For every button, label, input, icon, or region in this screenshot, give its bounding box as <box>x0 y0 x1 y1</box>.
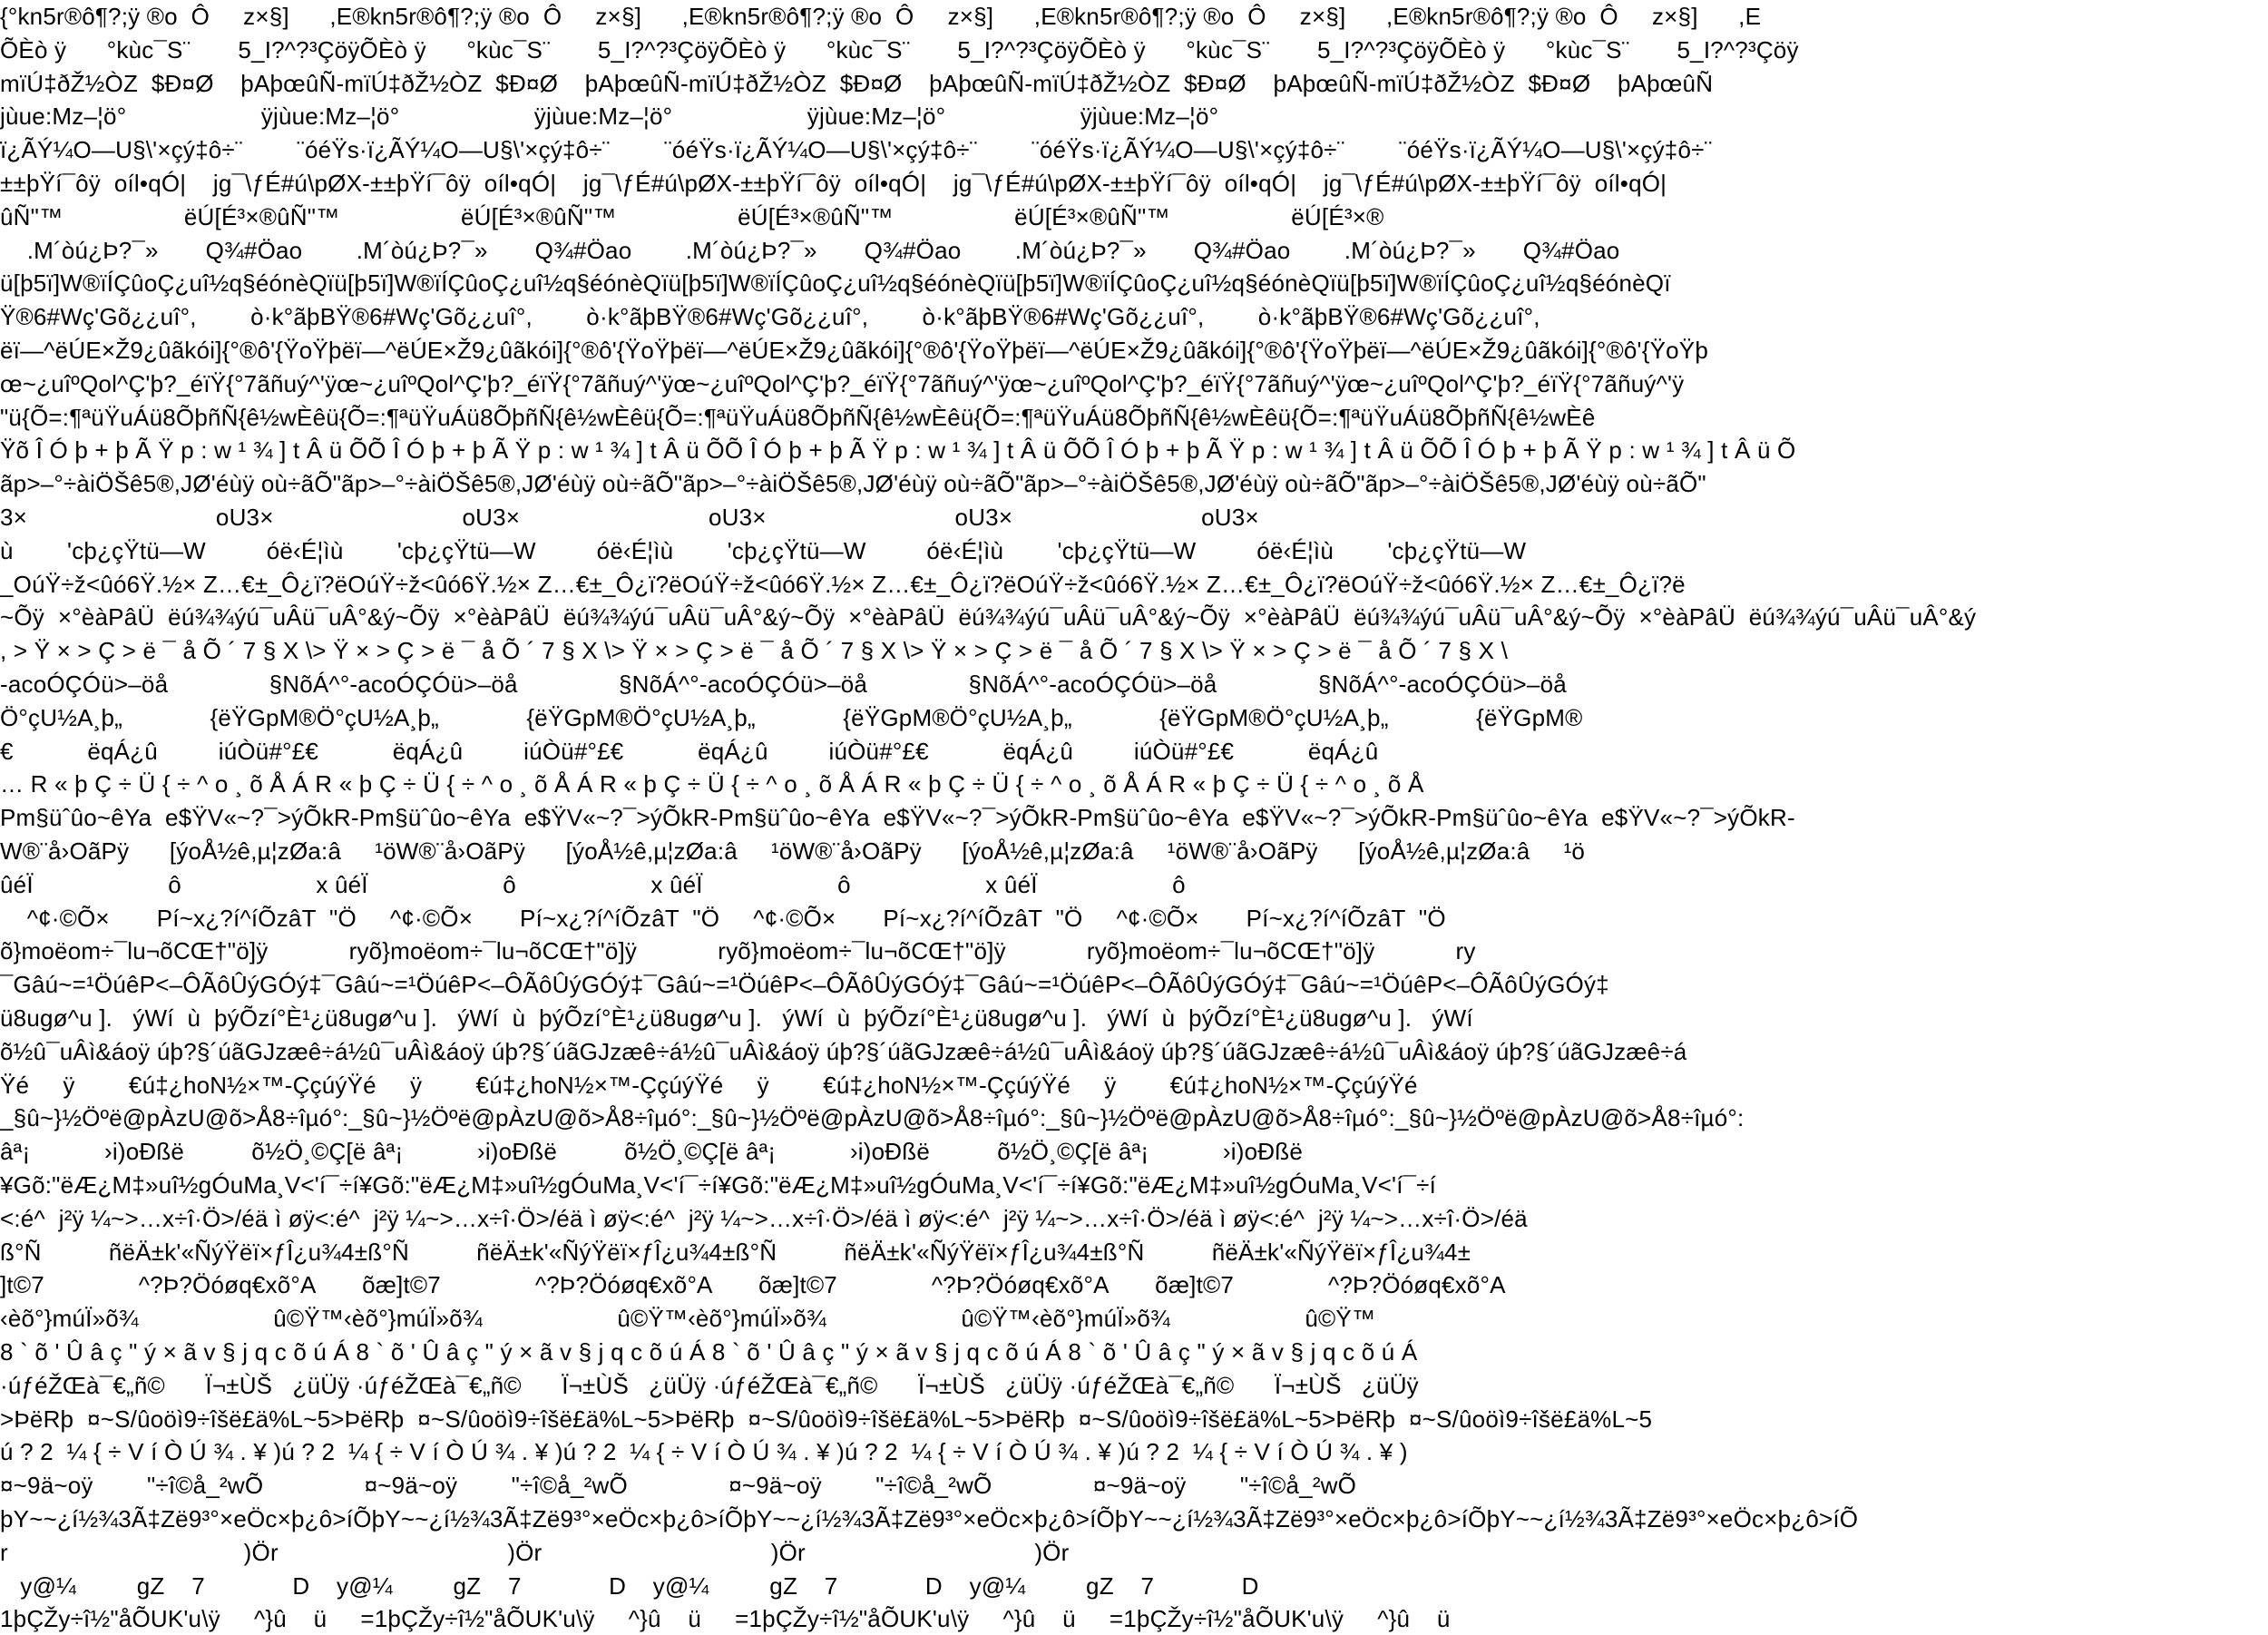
garbled-text-line: ãp>–°÷àiÖŠê5®,JØ'éùÿ où÷ãÕ"ãp>–°÷àiÖŠê5®,JØ'éùÿ où÷ãÕ"ãp>–°÷àiÖŠê5®,JØ'éùÿ où÷ãÕ"ãp>–°÷àiÖŠê5®,JØ'éùÿ où÷ãÕ"ãp>–°÷àiÖŠê5®,JØ'éùÿ où÷ãÕ" <box>0 470 1706 497</box>
garbled-text-line: ~Õÿ ×°èàPâÜ ëú¾¾ýú¯uÂü¯uÂ°&ý~Õÿ ×°èàPâÜ ëú¾¾ýú¯uÂü¯uÂ°&ý~Õÿ ×°èàPâÜ ëú¾¾ýú¯uÂü¯uÂ°&ý~Õÿ ×°èàPâÜ ëú¾¾ýú¯uÂü¯uÂ°&ý~Õÿ ×°èàPâÜ ëú¾¾ýú¯uÂü¯uÂ°&ý <box>0 603 1977 631</box>
garbled-text-line: € ëqÁ¿û iúÒü#°£€ ëqÁ¿û iúÒü#°£€ ëqÁ¿û iúÒü#°£€ ëqÁ¿û iúÒü#°£€ ëqÁ¿û <box>0 738 1379 765</box>
garbled-text-line: âª¡ ›i)oÐßë õ½Ö¸©Ç[ë âª¡ ›i)oÐßë õ½Ö¸©Ç[ë âª¡ ›i)oÐßë õ½Ö¸©Ç[ë âª¡ ›i)oÐßë <box>0 1138 1303 1165</box>
garbled-text-line: W®¨å›OãPÿ [ýoÅ½ê,µ¦zØa:â ¹öW®¨å›OãPÿ [ýoÅ½ê,µ¦zØa:â ¹öW®¨å›OãPÿ [ýoÅ½ê,µ¦zØa:â ¹öW®¨å›OãPÿ [ýoÅ½ê,µ¦zØa:â ¹ö <box>0 837 1586 865</box>
garbled-text-line: .M´òú¿Þ?¯» Q¾#Öao .M´òú¿Þ?¯» Q¾#Öao .M´òú¿Þ?¯» Q¾#Öao .M´òú¿Þ?¯» Q¾#Öao .M´òú¿Þ?¯» Q¾#Öao <box>0 237 1620 264</box>
garbled-text-line: ûÑ"™ ëÚ[É³×®ûÑ"™ ëÚ[É³×®ûÑ"™ ëÚ[É³×®ûÑ"™ ëÚ[É³×®ûÑ"™ ëÚ[É³×® <box>0 203 1384 230</box>
garbled-text-line: Pm§üˆûo~êYa e$ŸV«~?¯>ýÕkR-Pm§üˆûo~êYa e$ŸV«~?¯>ýÕkR-Pm§üˆûo~êYa e$ŸV«~?¯>ýÕkR-Pm§üˆûo~êYa e$ŸV«~?¯>ýÕkR-Pm§üˆûo~êYa e$ŸV«~?¯>ýÕkR- <box>0 804 1795 831</box>
garbled-text-line: ú ? 2 ¼ { ÷ V í Ò Ú ¾ . ¥ )ú ? 2 ¼ { ÷ V í Ò Ú ¾ . ¥ )ú ? 2 ¼ { ÷ V í Ò Ú ¾ . ¥ )ú ? 2 ¼ { ÷ V í Ò Ú ¾ . ¥ )ú ? 2 ¼ { ÷ V í Ò Ú ¾ . ¥ ) <box>0 1438 1408 1465</box>
garbled-text-line: ^¢·©Õ× Pí~x¿?í^íÕzâT "Ö ^¢·©Õ× Pí~x¿?í^íÕzâT "Ö ^¢·©Õ× Pí~x¿?í^íÕzâT "Ö ^¢·©Õ× Pí~x¿?í^íÕzâT "Ö <box>0 905 1446 932</box>
garbled-text-line: 8 ` õ ' Û â ç " ý × ã v § j q c õ ú Á 8 ` õ ' Û â ç " ý × ã v § j q c õ ú Á 8 ` õ ' Û â ç " ý × ã v § j q c õ ú Á 8 ` õ ' Û â ç " ý × ã v § j q c õ ú Á <box>0 1338 1418 1366</box>
garbled-text-line: y@¼ gZ 7 D y@¼ gZ 7 D y@¼ gZ 7 D y@¼ gZ 7 D <box>0 1572 1259 1600</box>
garbled-text-line: jùue:Mz–¦ö° ÿjùue:Mz–¦ö° ÿjùue:Mz–¦ö° ÿjùue:Mz–¦ö° ÿjùue:Mz–¦ö° <box>0 103 1219 130</box>
garbled-text-line: , > Ÿ × > Ç > ë ¯ å Õ ´ 7 § X \> Ÿ × > Ç > ë ¯ å Õ ´ 7 § X \> Ÿ × > Ç > ë ¯ å Õ ´ 7 § X \> Ÿ × > Ç > ë ¯ å Õ ´ 7 § X \> Ÿ × > Ç > ë ¯ å Õ ´ 7 § X \ <box>0 637 1508 664</box>
garbled-text-line: <:é^ j²ÿ ¼~>…x÷î·Ö>/éä ì øÿ<:é^ j²ÿ ¼~>…x÷î·Ö>/éä ì øÿ<:é^ j²ÿ ¼~>…x÷î·Ö>/éä ì øÿ<:é^ j²ÿ ¼~>…x÷î·Ö>/éä ì øÿ<:é^ j²ÿ ¼~>…x÷î·Ö>/éä <box>0 1205 1528 1232</box>
garbled-text-line: ß°Ñ ñëÄ±k'«ÑýŸëï×ƒÎ¿u¾4±ß°Ñ ñëÄ±k'«ÑýŸëï×ƒÎ¿u¾4±ß°Ñ ñëÄ±k'«ÑýŸëï×ƒÎ¿u¾4±ß°Ñ ñëÄ±k'«ÑýŸëï×ƒÎ¿u¾4± <box>0 1238 1471 1266</box>
garbled-text-line: … R « þ Ç ÷ Ü { ÷ ^ o ¸ õ Å Á R « þ Ç ÷ Ü { ÷ ^ o ¸ õ Å Á R « þ Ç ÷ Ü { ÷ ^ o ¸ õ Å Á R « þ Ç ÷ Ü { ÷ ^ o ¸ õ Å Á R « þ Ç ÷ Ü { ÷ ^ o ¸ õ Å <box>0 770 1424 798</box>
garbled-text-line: ¥Gõ:"ëÆ¿M‡»uî½gÓuMa¸V<'í¯÷í¥Gõ:"ëÆ¿M‡»uî½gÓuMa¸V<'í¯÷í¥Gõ:"ëÆ¿M‡»uî½gÓuMa¸V<'í¯÷í¥Gõ:"ëÆ¿M‡»uî½gÓuMa¸V<'í¯÷í <box>0 1171 1437 1199</box>
garbled-text-line: ÕÈò ÿ °kùc¯S¨ 5_I?^?³ÇöÿÕÈò ÿ °kùc¯S¨ 5_I?^?³ÇöÿÕÈò ÿ °kùc¯S¨ 5_I?^?³ÇöÿÕÈò ÿ °kùc¯S¨ 5_I?^?³ÇöÿÕÈò ÿ °kùc¯S¨ 5_I?^?³Çöÿ <box>0 36 1799 64</box>
garbled-text-line: ‹èõ°}múÏ»õ¾ û©Ÿ™‹èõ°}múÏ»õ¾ û©Ÿ™‹èõ°}múÏ»õ¾ û©Ÿ™‹èõ°}múÏ»õ¾ û©Ÿ™ <box>0 1305 1376 1332</box>
garbled-text-line: ±±þŸí¯ôÿ oíl•qÓ| jg¯\ƒÉ#ú\pØX-±±þŸí¯ôÿ oíl•qÓ| jg¯\ƒÉ#ú\pØX-±±þŸí¯ôÿ oíl•qÓ| jg¯\ƒÉ#ú\pØX-±±þŸí¯ôÿ oíl•qÓ| jg¯\ƒÉ#ú\pØX-±±þŸí¯ôÿ oíl•qÓ| <box>0 170 1667 197</box>
garbled-text-line: >ÞëRþ ¤~S/ûoöì9÷îšë£ä%L~5>ÞëRþ ¤~S/ûoöì9÷îšë£ä%L~5>ÞëRþ ¤~S/ûoöì9÷îšë£ä%L~5>ÞëRþ ¤~S/ûoöì9÷îšë£ä%L~5>ÞëRþ ¤~S/ûoöì9÷îšë£ä%L~5 <box>0 1405 1653 1433</box>
garbled-text-line: ûéÏ ô x ûéÏ ô x ûéÏ ô x ûéÏ ô <box>0 871 1186 898</box>
garbled-text-line: ü8ugø^u ]. ýWí ù þýÕzí°È¹¿ü8ugø^u ]. ýWí ù þýÕzí°È¹¿ü8ugø^u ]. ýWí ù þýÕzí°È¹¿ü8ugø^u ]. ýWí ù þýÕzí°È¹¿ü8ugø^u ]. ýWí <box>0 1004 1473 1032</box>
garbled-text-line: Ÿé ÿ €ú‡¿hoN½×™-ÇçúýŸé ÿ €ú‡¿hoN½×™-ÇçúýŸé ÿ €ú‡¿hoN½×™-ÇçúýŸé ÿ €ú‡¿hoN½×™-ÇçúýŸé <box>0 1072 1418 1099</box>
garbled-text-line: Ÿ®6#Wç'Gõ¿¿uî°, ò·k°ãþBŸ®6#Wç'Gõ¿¿uî°, ò·k°ãþBŸ®6#Wç'Gõ¿¿uî°, ò·k°ãþBŸ®6#Wç'Gõ¿¿uî°, ò·k°ãþBŸ®6#Wç'Gõ¿¿uî°, <box>0 303 1540 330</box>
garbled-text-line: r )Ör )Ör )Ör )Ör <box>0 1539 1070 1566</box>
garbled-text-line: "ü{Õ=:¶ªüŸuÁü8ÕþñÑ{ê½wÈêü{Õ=:¶ªüŸuÁü8ÕþñÑ{ê½wÈêü{Õ=:¶ªüŸuÁü8ÕþñÑ{ê½wÈêü{Õ=:¶ªüŸuÁü8ÕþñÑ{ê½wÈêü{Õ=:¶ªüŸuÁü8ÕþñÑ{ê½wÈê <box>0 404 1596 431</box>
garbled-text-line: õ½û¯uÂì&áoÿ úþ?§´úãGJzæê÷á½û¯uÂì&áoÿ úþ?§´úãGJzæê÷á½û¯uÂì&áoÿ úþ?§´úãGJzæê÷á½û¯uÂì&áoÿ úþ?§´úãGJzæê÷á½û¯uÂì&áoÿ úþ?§´úãGJzæê÷á <box>0 1038 1687 1065</box>
garbled-text-line: _OúŸ÷ž<ûó6Ÿ.½× Z…€±_Ô¿ï?ëOúŸ÷ž<ûó6Ÿ.½× Z…€±_Ô¿ï?ëOúŸ÷ž<ûó6Ÿ.½× Z…€±_Ô¿ï?ëOúŸ÷ž<ûó6Ÿ.½× Z…€±_Ô¿ï?ëOúŸ÷ž<ûó6Ÿ.½× Z…€±_Ô¿ï?ë <box>0 571 1686 598</box>
garbled-text-line: ¯Gâú~=¹ÖúêP<–ÔÃôÛýGÓý‡¯Gâú~=¹ÖúêP<–ÔÃôÛýGÓý‡¯Gâú~=¹ÖúêP<–ÔÃôÛýGÓý‡¯Gâú~=¹ÖúêP<–ÔÃôÛýGÓý‡¯Gâú~=¹ÖúêP<–ÔÃôÛýGÓý‡ <box>0 971 1609 998</box>
garbled-text-line: Ö°çU½A¸þ„ {ëŸGpM®Ö°çU½A¸þ„ {ëŸGpM®Ö°çU½A¸þ„ {ëŸGpM®Ö°çU½A¸þ„ {ëŸGpM®Ö°çU½A¸þ„ {ëŸGpM® <box>0 704 1583 731</box>
garbled-text-line: õ}moëom÷¯lu¬õCŒ†"ö]ÿ ryõ}moëom÷¯lu¬õCŒ†"ö]ÿ ryõ}moëom÷¯lu¬õCŒ†"ö]ÿ ryõ}moëom÷¯lu¬õCŒ†"ö]ÿ ry <box>0 937 1476 964</box>
garbled-text-line: mïÚ‡ðŽ½ÒZ $Ð¤Ø þAþœûÑ-mïÚ‡ðŽ½ÒZ $Ð¤Ø þAþœûÑ-mïÚ‡ðŽ½ÒZ $Ð¤Ø þAþœûÑ-mïÚ‡ðŽ½ÒZ $Ð¤Ø þAþœûÑ-mïÚ‡ðŽ½ÒZ $Ð¤Ø þAþœûÑ <box>0 70 1714 97</box>
garbled-text-line: þY~~¿í½¾3Ã‡Zë9³°×eÖc×þ¿ô>íÕþY~~¿í½¾3Ã‡Zë9³°×eÖc×þ¿ô>íÕþY~~¿í½¾3Ã‡Zë9³°×eÖc×þ¿ô>íÕþY~~¿í½¾3Ã‡Zë9³°×eÖc×þ¿ô>íÕþY~~¿í½¾3Ã‡Zë9³°×eÖc×þ¿ô>íÕ <box>0 1505 1859 1532</box>
garbled-text-line: œ~¿uîºQol^Ç'þ?_éïŸ{°7ãñuý^'ÿœ~¿uîºQol^Ç'þ?_éïŸ{°7ãñuý^'ÿœ~¿uîºQol^Ç'þ?_éïŸ{°7ãñuý^'ÿœ~¿uîºQol^Ç'þ?_éïŸ{°7ãñuý^'ÿœ~¿uîºQol^Ç'þ?_éïŸ{°7ãñuý^'ÿ <box>0 370 1685 397</box>
garbled-text-line: ï¿ÃÝ¼O—U§\'×çý‡ô÷¨ ¨óéŸs·ï¿ÃÝ¼O—U§\'×çý‡ô÷¨ ¨óéŸs·ï¿ÃÝ¼O—U§\'×çý‡ô÷¨ ¨óéŸs·ï¿ÃÝ¼O—U§\'×çý‡ô÷¨ ¨óéŸs·ï¿ÃÝ¼O—U§\'×çý‡ô÷¨ <box>0 136 1713 163</box>
garbled-text-line: ü[þ5ï]W®ïÍÇûoÇ¿uî½q§éónèQïü[þ5ï]W®ïÍÇûoÇ¿uî½q§éónèQïü[þ5ï]W®ïÍÇûoÇ¿uî½q§éónèQïü[þ5ï]W®ïÍÇûoÇ¿uî½q§éónèQïü[þ5ï]W®ïÍÇûoÇ¿uî½q§éónèQï <box>0 269 1671 297</box>
garbled-text-line: 3× oU3× oU3× oU3× oU3× oU3× <box>0 504 1259 531</box>
garbled-text-line: ëï—^ëÚE×Ž9¿ûãkói]{°®ô'{ŸoŸþëï—^ëÚE×Ž9¿ûãkói]{°®ô'{ŸoŸþëï—^ëÚE×Ž9¿ûãkói]{°®ô'{ŸoŸþëï—^ëÚE×Ž9¿ûãkói]{°®ô'{ŸoŸþëï—^ëÚE×Ž9¿ûãkói]{°®ô'{ŸoŸþ <box>0 337 1708 364</box>
garbled-text-line: 1þÇŽy÷î½"åÕUK'u\ÿ ^}û ü =1þÇŽy÷î½"åÕUK'u\ÿ ^}û ü =1þÇŽy÷î½"åÕUK'u\ÿ ^}û ü =1þÇŽy÷î½"åÕUK'u\ÿ ^}û ü <box>0 1605 1451 1632</box>
garbled-text-line: ù 'cþ¿çŸtü—W óë‹É¦ìù 'cþ¿çŸtü—W óë‹É¦ìù 'cþ¿çŸtü—W óë‹É¦ìù 'cþ¿çŸtü—W óë‹É¦ìù 'cþ¿çŸtü—W <box>0 537 1527 564</box>
garbled-text-line: _§û~}½Öºë@pÀzU@õ>Å8÷îµó°:_§û~}½Öºë@pÀzU@õ>Å8÷îµó°:_§û~}½Öºë@pÀzU@õ>Å8÷îµó°:_§û~}½Öºë@pÀzU@õ>Å8÷îµó°:_§û~}½Öºë@pÀzU@õ>Å8÷îµó°: <box>0 1104 1745 1131</box>
garbled-text-line: Ÿõ Î Ó þ + þ Ã Ÿ p : w ¹ ¾ ] t Â ü ÕÕ Î Ó þ + þ Ã Ÿ p : w ¹ ¾ ] t Â ü ÕÕ Î Ó þ + þ Ã Ÿ p : w ¹ ¾ ] t Â ü ÕÕ Î Ó þ + þ Ã Ÿ p : w ¹ ¾ ] t Â ü ÕÕ Î Ó þ + þ Ã Ÿ p : w ¹ ¾ ] t Â ü Õ <box>0 436 1796 464</box>
garbled-text-line: ·úƒéŽŒà¯€„ñ© Ï¬±ÙŠ ¿üÜÿ ·úƒéŽŒà¯€„ñ© Ï¬±ÙŠ ¿üÜÿ ·úƒéŽŒà¯€„ñ© Ï¬±ÙŠ ¿üÜÿ ·úƒéŽŒà¯€„ñ© Ï¬±ÙŠ ¿üÜÿ <box>0 1372 1419 1399</box>
garbled-text-line: {°kn5r®ô¶?;ÿ ®o Ô z×§] ,E®kn5r®ô¶?;ÿ ®o Ô z×§] ,E®kn5r®ô¶?;ÿ ®o Ô z×§] ,E®kn5r®ô¶?;ÿ ®o Ô z×§] ,E®kn5r®ô¶?;ÿ ®o Ô z×§] ,E <box>0 3 1762 30</box>
garbled-text-line: -acoÓÇÓü>–öå §NõÁ^°-acoÓÇÓü>–öå §NõÁ^°-acoÓÇÓü>–öå §NõÁ^°-acoÓÇÓü>–öå §NõÁ^°-acoÓÇÓü>–öå <box>0 671 1567 698</box>
garbled-text-line: ¤~9ä~oÿ "÷î©å_²wÕ ¤~9ä~oÿ "÷î©å_²wÕ ¤~9ä~oÿ "÷î©å_²wÕ ¤~9ä~oÿ "÷î©å_²wÕ <box>0 1472 1357 1499</box>
garbled-text-line: ]t©7 ^?Þ?Öóøq€xõ°A õæ]t©7 ^?Þ?Öóøq€xõ°A õæ]t©7 ^?Þ?Öóøq€xõ°A õæ]t©7 ^?Þ?Öóøq€xõ°A <box>0 1271 1506 1298</box>
